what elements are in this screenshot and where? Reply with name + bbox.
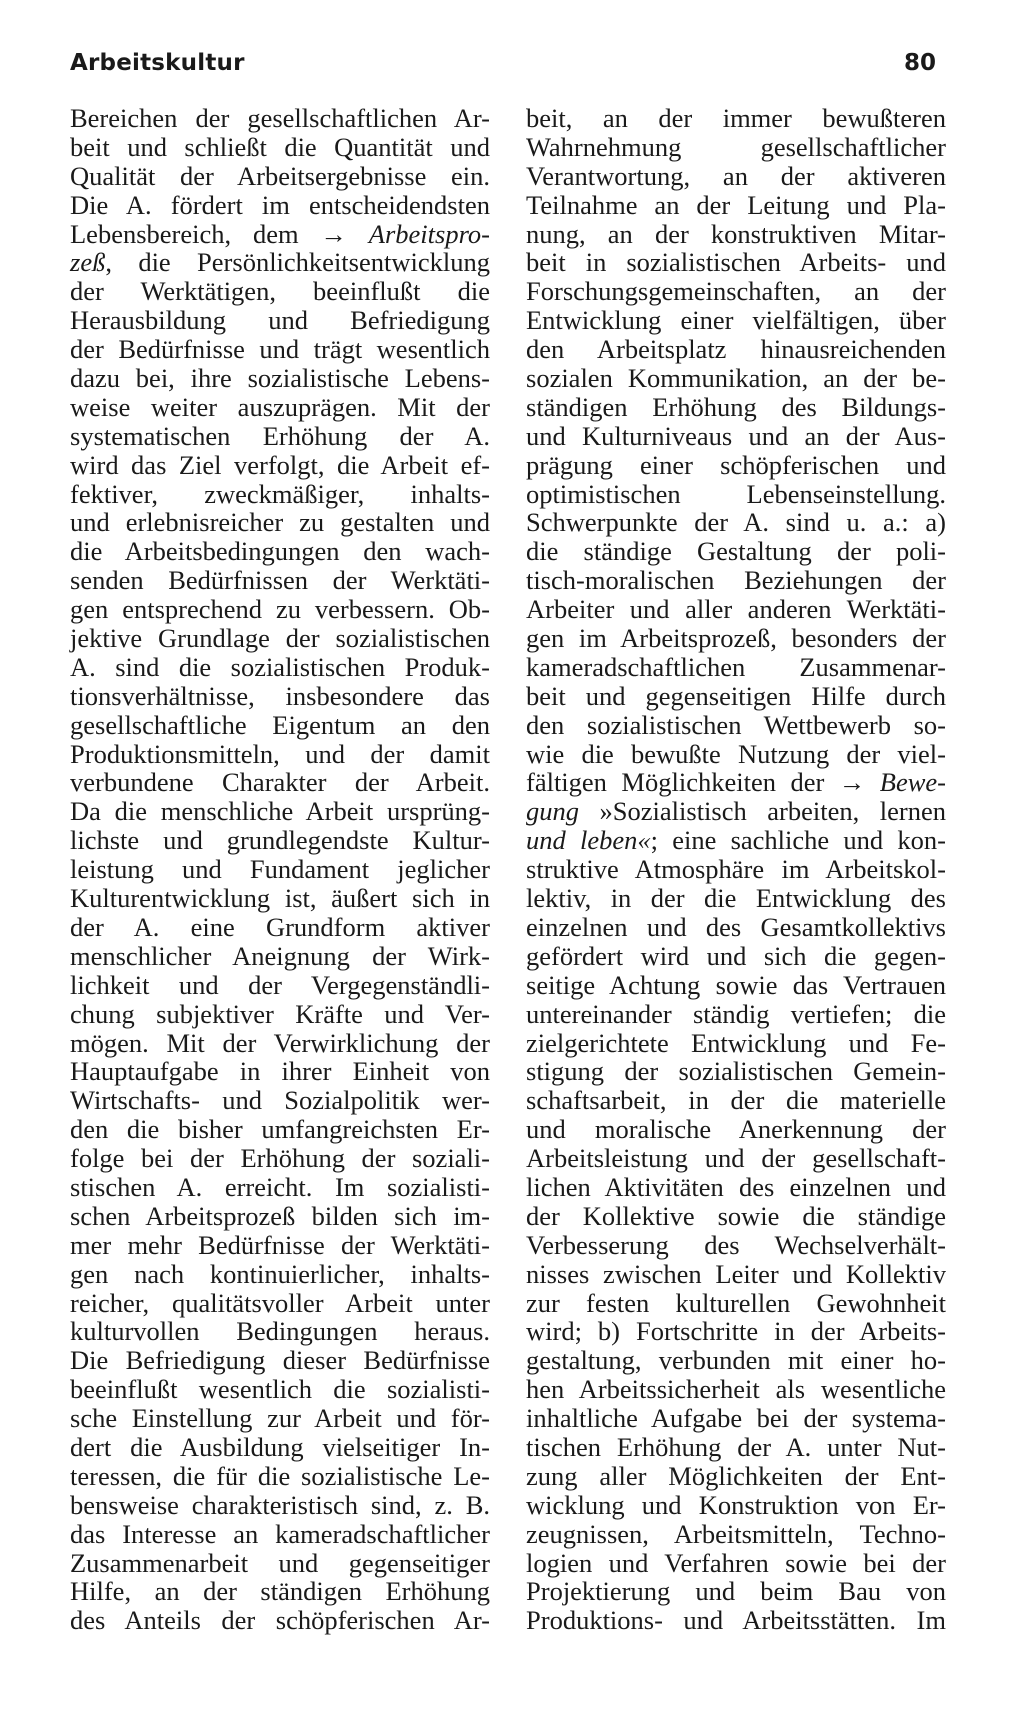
text-line: A. sind die sozialistischen Produk-: [70, 651, 490, 682]
text-line: dert die Ausbildung vielseitiger In-: [70, 1431, 490, 1462]
text-line: Lebensbereich, dem → Arbeitspro-: [70, 218, 490, 249]
text-line: und moralische Anerkennung der: [526, 1114, 946, 1145]
text-line: verbundene Charakter der Arbeit.: [70, 767, 490, 798]
text-line: der Werktätigen, beeinflußt die: [70, 276, 490, 307]
text-line: prägung einer schöpferischen und: [526, 449, 946, 480]
text-line: ständigen Erhöhung des Bildungs-: [526, 391, 946, 422]
text-line: Entwicklung einer vielfältigen, über: [526, 305, 946, 336]
text-line: lichkeit und der Vergegenständli-: [70, 969, 490, 1000]
text-line: zielgerichtete Entwicklung und Fe-: [526, 1027, 946, 1058]
text-line: Verbesserung des Wechselverhält-: [526, 1229, 946, 1260]
text-line: senden Bedürfnissen der Werktäti-: [70, 565, 490, 596]
text-line: gen im Arbeitsprozeß, besonders der: [526, 623, 946, 654]
text-line: Arbeiter und aller anderen Werktäti-: [526, 594, 946, 625]
text-line: Projektierung und beim Bau von: [526, 1576, 946, 1607]
text-line: den Arbeitsplatz hinausreichenden: [526, 334, 946, 365]
text-line: nung, an der konstruktiven Mitar-: [526, 218, 946, 249]
text-line: sozialen Kommunikation, an der be-: [526, 363, 946, 394]
text-line: mögen. Mit der Verwirklichung der: [70, 1027, 490, 1058]
text-line: kulturvollen Bedingungen heraus.: [70, 1316, 490, 1347]
text-line: den die bisher umfangreichsten Er-: [70, 1114, 490, 1145]
text-line: und Kulturniveaus und an der Aus-: [526, 420, 946, 451]
text-line: gen nach kontinuierlicher, inhalts-: [70, 1258, 490, 1289]
text-line: beit und schließt die Quantität und: [70, 131, 490, 162]
text-line: der Bedürfnisse und trägt wesentlich: [70, 334, 490, 365]
text-line: wie die bewußte Nutzung der viel-: [526, 738, 946, 769]
text-column-right: [526, 104, 946, 1635]
text-line: und leben«; eine sachliche und kon-: [526, 825, 946, 856]
text-line: systematischen Erhöhung der A.: [70, 420, 490, 451]
text-line: menschlicher Aneignung der Wirk-: [70, 940, 490, 971]
text-line: Produktionsmitteln, und der damit: [70, 738, 490, 769]
text-line: beeinflußt wesentlich die sozialisti-: [70, 1374, 490, 1405]
text-line: Wahrnehmung gesellschaftlicher: [526, 131, 946, 162]
text-line: seitige Achtung sowie das Vertrauen: [526, 969, 946, 1000]
text-line: die Arbeitsbedingungen den wach-: [70, 536, 490, 567]
text-line: folge bei der Erhöhung der soziali-: [70, 1143, 490, 1174]
text-line: inhaltliche Aufgabe bei der systema-: [526, 1403, 946, 1434]
text-line: zung aller Möglichkeiten der Ent-: [526, 1460, 946, 1491]
text-line: sche Einstellung zur Arbeit und för-: [70, 1403, 490, 1434]
text-line: Die A. fördert im entscheidendsten: [70, 189, 490, 220]
text-line: optimistischen Lebenseinstellung.: [526, 478, 946, 509]
text-line: einzelnen und des Gesamtkollektivs: [526, 911, 946, 942]
text-line: tischen Erhöhung der A. unter Nut-: [526, 1431, 946, 1462]
text-line: gestaltung, verbunden mit einer ho-: [526, 1345, 946, 1376]
text-line: Produktions- und Arbeitsstätten. Im: [526, 1605, 946, 1636]
text-line: gefördert wird und sich die gegen-: [526, 940, 946, 971]
text-line: stigung der sozialistischen Gemein-: [526, 1056, 946, 1087]
text-line: zeugnissen, Arbeitsmitteln, Techno-: [526, 1518, 946, 1549]
text-line: Hilfe, an der ständigen Erhöhung: [70, 1576, 490, 1607]
text-line: hen Arbeitssicherheit als wesentliche: [526, 1374, 946, 1405]
text-line: Teilnahme an der Leitung und Pla-: [526, 189, 946, 220]
text-line: beit in sozialistischen Arbeits- und: [526, 247, 946, 278]
text-line: wird das Ziel verfolgt, die Arbeit ef-: [70, 449, 490, 480]
text-line: die ständige Gestaltung der poli-: [526, 536, 946, 567]
text-line: der A. eine Grundform aktiver: [70, 911, 490, 942]
text-line: beit, an der immer bewußteren: [526, 103, 946, 133]
text-line: der Kollektive sowie die ständige: [526, 1200, 946, 1231]
text-line: wicklung und Konstruktion von Er-: [526, 1489, 946, 1520]
running-head-title: Arbeitskultur: [70, 50, 245, 76]
text-line: stischen A. erreicht. Im sozialisti-: [70, 1171, 490, 1202]
page-number: 80: [903, 50, 936, 76]
text-line: leistung und Fundament jeglicher: [70, 854, 490, 885]
text-line: und erlebnisreicher zu gestalten und: [70, 507, 490, 538]
text-line: das Interesse an kameradschaftlicher: [70, 1518, 490, 1549]
text-line: fektiver, zweckmäßiger, inhalts-: [70, 478, 490, 509]
text-line: Arbeitsleistung und der gesellschaft-: [526, 1143, 946, 1174]
text-line: tisch-moralischen Beziehungen der: [526, 565, 946, 596]
text-line: zeß, die Persönlichkeitsentwicklung: [70, 247, 490, 278]
text-line: des Anteils der schöpferischen Ar-: [70, 1605, 490, 1636]
text-line: bensweise charakteristisch sind, z. B.: [70, 1489, 490, 1520]
text-line: lichste und grundlegendste Kultur-: [70, 825, 490, 856]
text-line: dazu bei, ihre sozialistische Lebens-: [70, 363, 490, 394]
text-line: Zusammenarbeit und gegenseitiger: [70, 1547, 490, 1578]
text-line: tionsverhältnisse, insbesondere das: [70, 680, 490, 711]
text-line: lektiv, in der die Entwicklung des: [526, 883, 946, 914]
text-line: weise weiter auszuprägen. Mit der: [70, 391, 490, 422]
text-line: teressen, die für die sozialistische Le-: [70, 1460, 490, 1491]
text-line: gung »Sozialistisch arbeiten, lernen: [526, 796, 946, 827]
text-line: nisses zwischen Leiter und Kollektiv: [526, 1258, 946, 1289]
text-line: reicher, qualitätsvoller Arbeit unter: [70, 1287, 490, 1318]
text-line: schen Arbeitsprozeß bilden sich im-: [70, 1200, 490, 1231]
text-line: Da die menschliche Arbeit ursprüng-: [70, 796, 490, 827]
text-line: schaftsarbeit, in der die materielle: [526, 1085, 946, 1116]
text-line: beit und gegenseitigen Hilfe durch: [526, 680, 946, 711]
text-line: gesellschaftliche Eigentum an den: [70, 709, 490, 740]
text-line: Hauptaufgabe in ihrer Einheit von: [70, 1056, 490, 1087]
text-column-left: [70, 104, 490, 1635]
text-line: Herausbildung und Befriedigung: [70, 305, 490, 336]
text-line: struktive Atmosphäre im Arbeitskol-: [526, 854, 946, 885]
text-line: Wirtschafts- und Sozialpolitik wer-: [70, 1085, 490, 1116]
text-line: untereinander ständig vertiefen; die: [526, 998, 946, 1029]
text-line: den sozialistischen Wettbewerb so-: [526, 709, 946, 740]
text-line: chung subjektiver Kräfte und Ver-: [70, 998, 490, 1029]
text-line: mer mehr Bedürfnisse der Werktäti-: [70, 1229, 490, 1260]
text-line: Forschungsgemeinschaften, an der: [526, 276, 946, 307]
text-line: zur festen kulturellen Gewohnheit: [526, 1287, 946, 1318]
text-line: Die Befriedigung dieser Bedürfnisse: [70, 1345, 490, 1376]
text-line: kameradschaftlichen Zusammenar-: [526, 651, 946, 682]
text-line: lichen Aktivitäten des einzelnen und: [526, 1171, 946, 1202]
text-line: Kulturentwicklung ist, äußert sich in: [70, 883, 490, 914]
text-line: Bereichen der gesellschaftlichen Ar-: [70, 103, 490, 133]
text-line: Qualität der Arbeitsergebnisse ein.: [70, 160, 490, 191]
text-line: Verantwortung, an der aktiveren: [526, 160, 946, 191]
text-line: logien und Verfahren sowie bei der: [526, 1547, 946, 1578]
text-line: gen entsprechend zu verbessern. Ob-: [70, 594, 490, 625]
text-line: fältigen Möglichkeiten der → Bewe-: [526, 767, 946, 798]
text-line: Schwerpunkte der A. sind u. a.: a): [526, 507, 946, 538]
text-line: wird; b) Fortschritte in der Arbeits-: [526, 1316, 946, 1347]
text-line: jektive Grundlage der sozialistischen: [70, 623, 490, 654]
